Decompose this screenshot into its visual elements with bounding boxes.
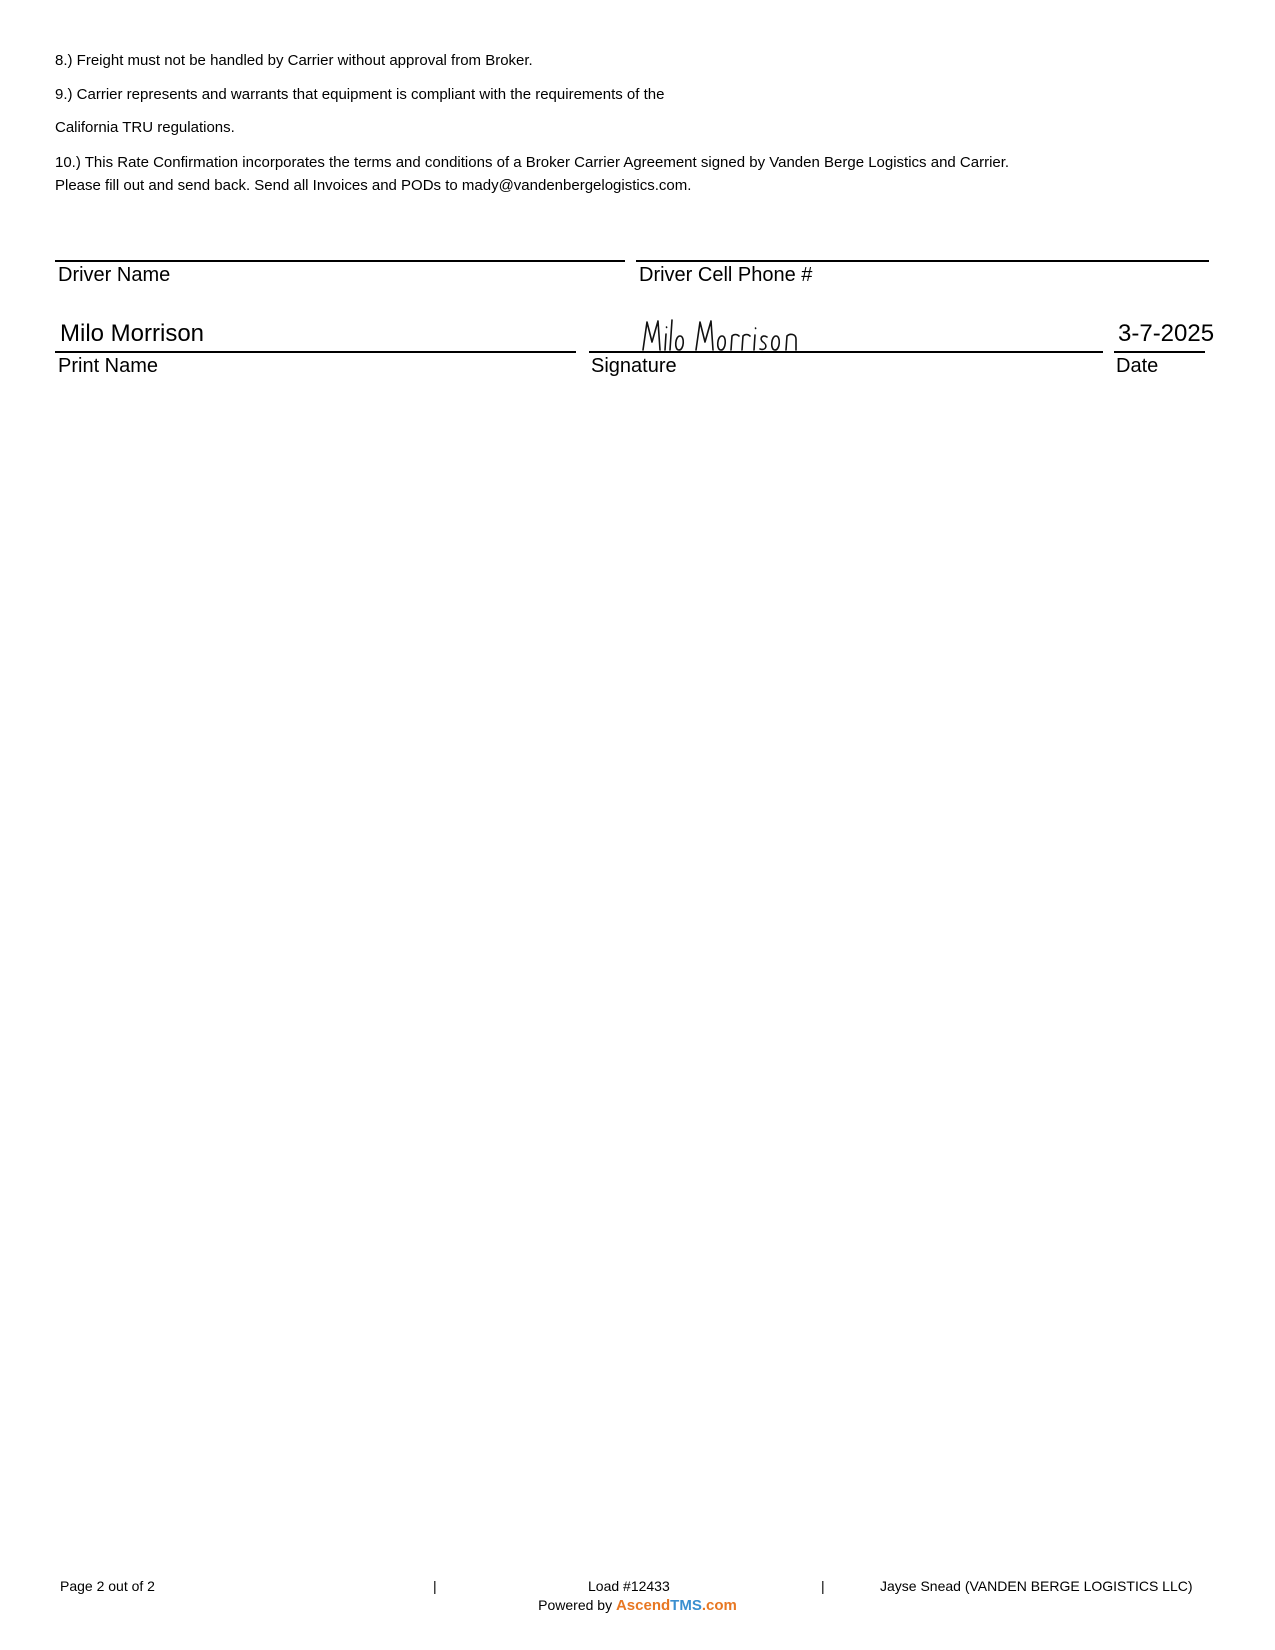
footer-separator-2: | (821, 1578, 825, 1594)
brand-com: .com (701, 1597, 737, 1614)
footer-page-number: Page 2 out of 2 (60, 1578, 155, 1594)
footer-load-number: Load #12433 (588, 1578, 670, 1594)
date-label: Date (1116, 355, 1159, 377)
signature-label: Signature (591, 355, 677, 377)
print-name-value[interactable]: Milo Morrison (60, 320, 205, 347)
footer-user: Jayse Snead (VANDEN BERGE LOGISTICS LLC) (880, 1578, 1193, 1594)
date-line (1114, 351, 1205, 353)
powered-by (0, 1597, 1275, 1614)
driver-name-line (55, 260, 625, 262)
driver-phone-line (636, 260, 1209, 262)
print-name-line (55, 351, 576, 353)
term-10: 10.) This Rate Confirmation incorporates the terms and conditions of a Broker Carrier Agreement signed by Vanden Berge Logistics and Carrier. (55, 154, 1010, 171)
term-9: 9.) Carrier represents and warrants that equipment is compliant with the requirements of the (55, 86, 665, 103)
term-9-continued: California TRU regulations. (55, 119, 235, 136)
brand-ascend: Ascend (615, 1597, 671, 1614)
brand-tms: TMS (670, 1597, 702, 1614)
driver-name-label: Driver Name (58, 264, 171, 286)
powered-by-label: Powered by (538, 1597, 613, 1613)
print-name-label: Print Name (58, 355, 159, 377)
signature-image[interactable] (640, 312, 810, 356)
term-8: 8.) Freight must not be handled by Carrier without approval from Broker. (55, 52, 533, 69)
ascendtms-logo[interactable] (616, 1597, 737, 1614)
footer-separator-1: | (433, 1578, 437, 1594)
signature-line (589, 351, 1103, 353)
term-10-instructions: Please fill out and send back. Send all Invoices and PODs to mady@vandenbergelogistics.com. (55, 177, 692, 194)
date-value[interactable]: 3-7-2025 (1118, 320, 1215, 347)
driver-phone-label: Driver Cell Phone # (639, 264, 813, 286)
